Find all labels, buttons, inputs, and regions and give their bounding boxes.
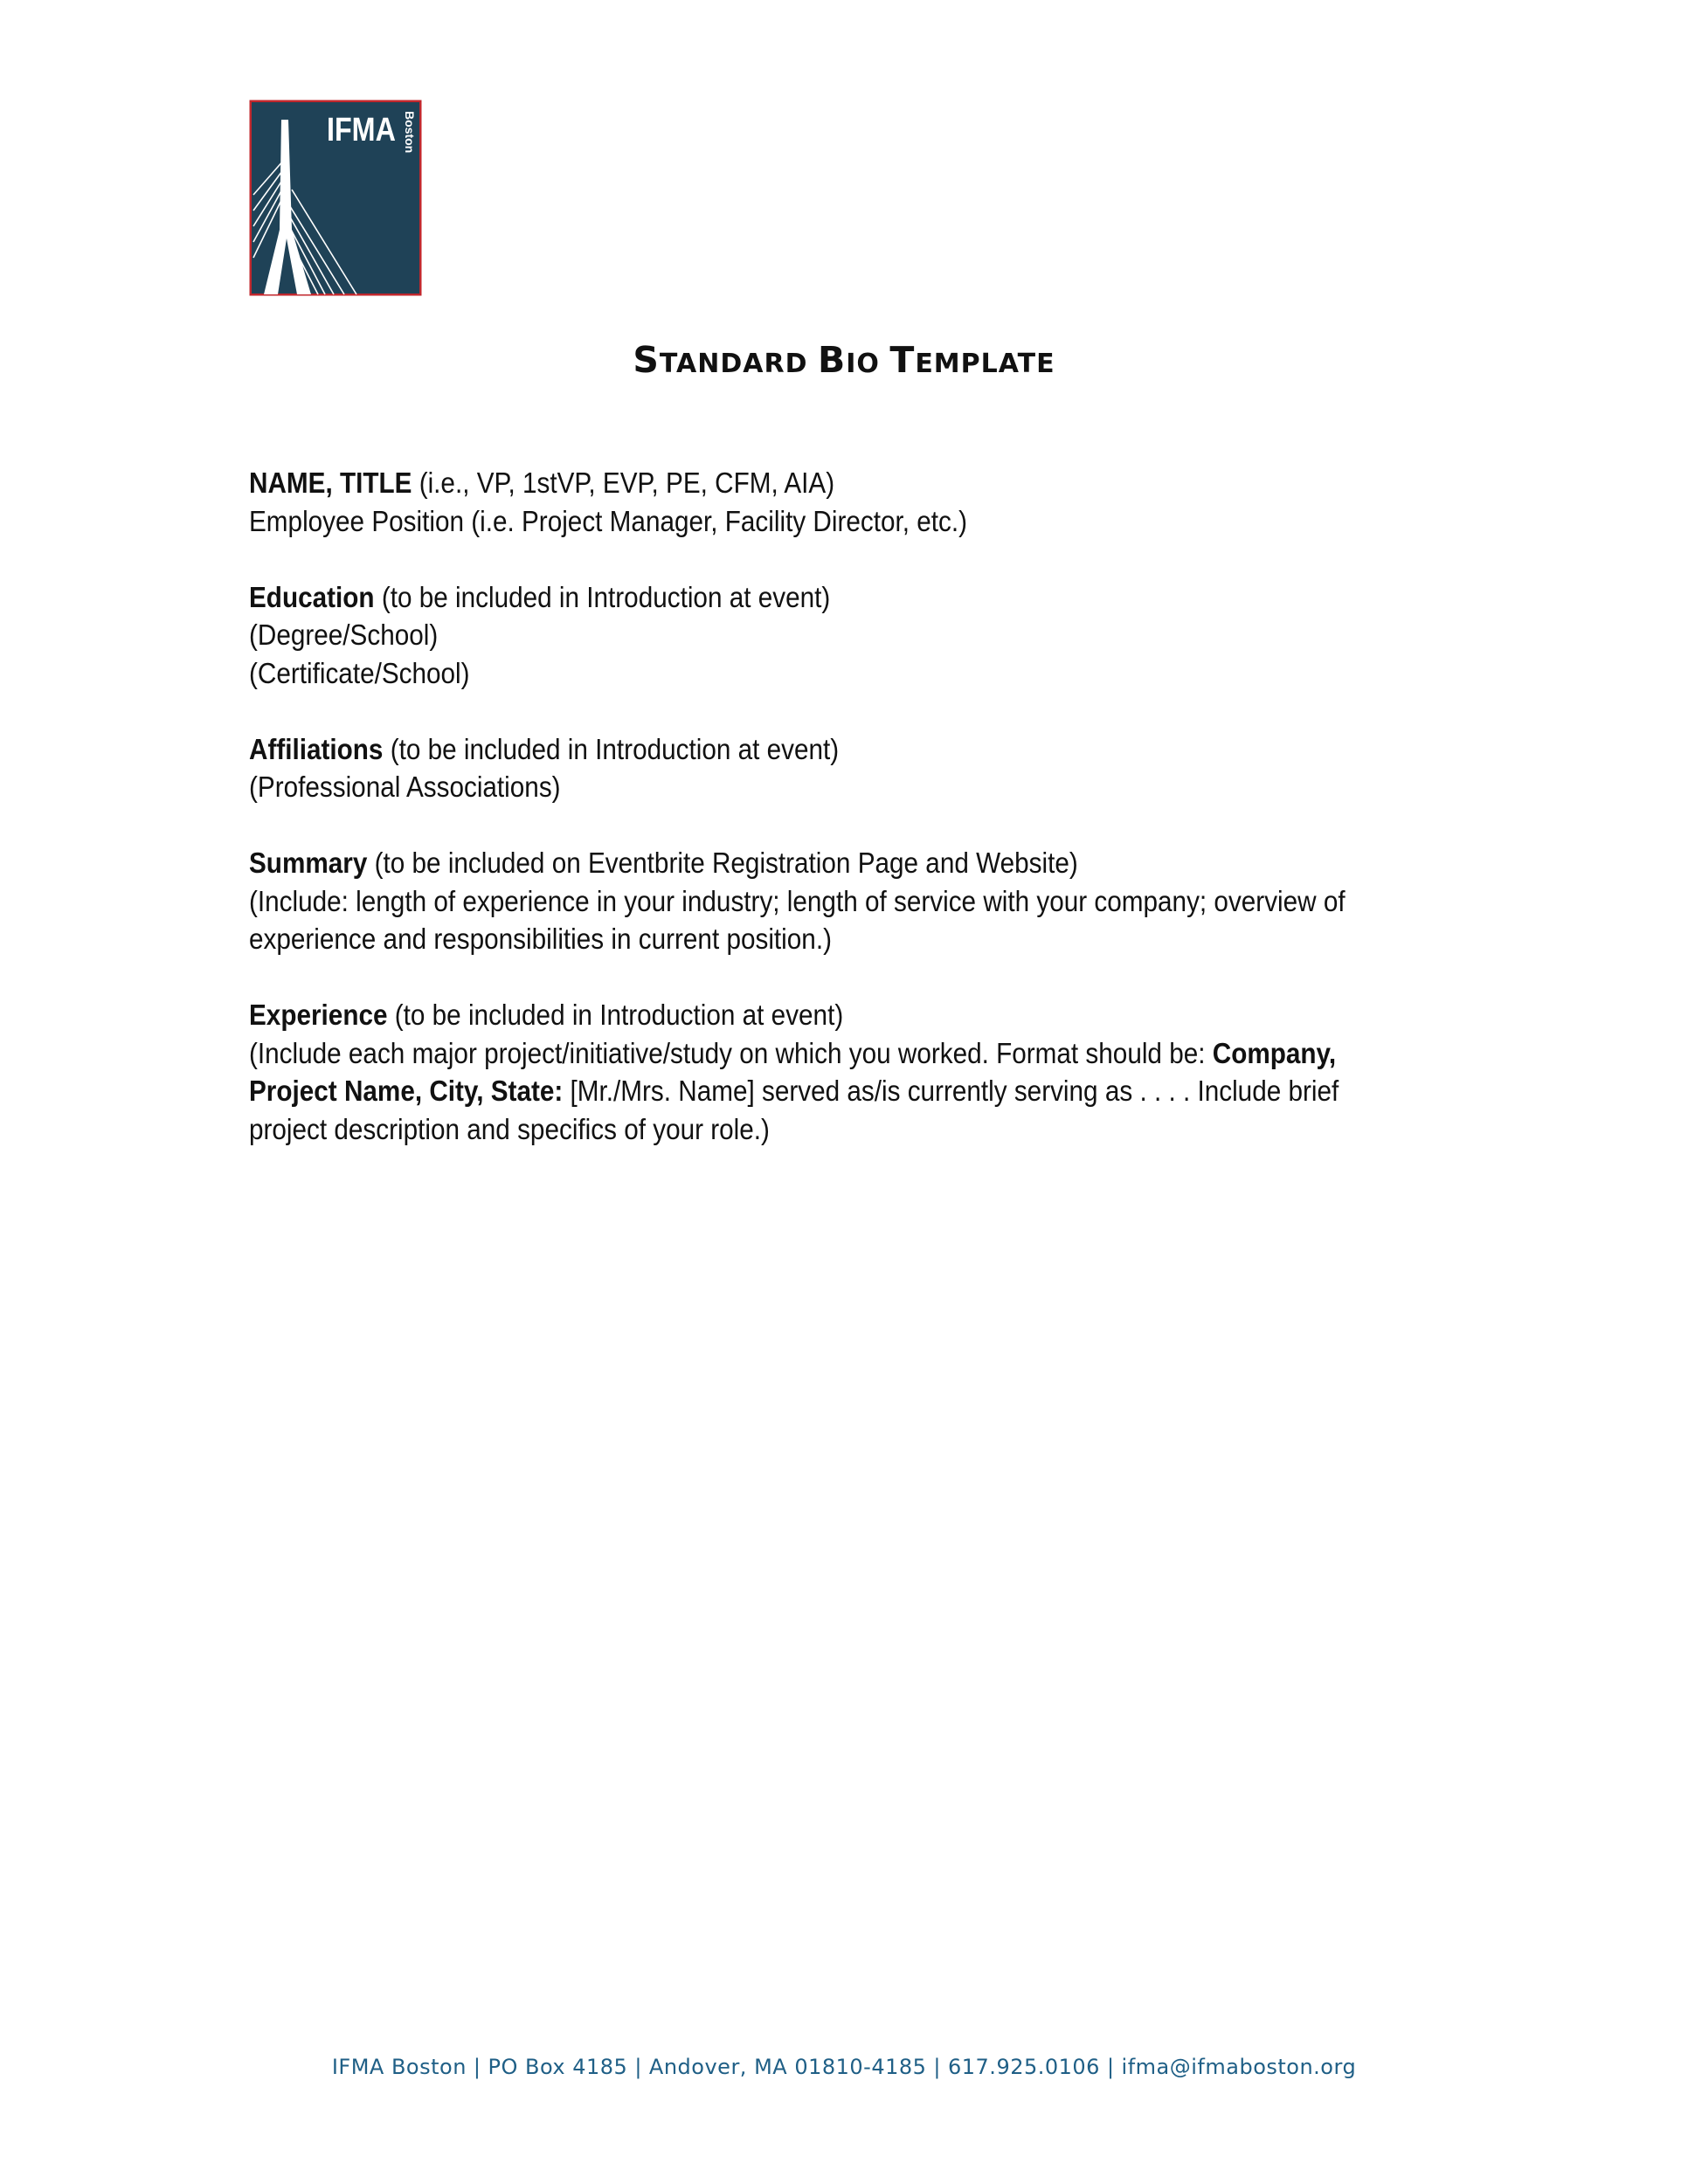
affiliations-label: Affiliations bbox=[249, 732, 384, 765]
summary-section bbox=[249, 844, 1397, 958]
affiliations-line: (Professional Associations) bbox=[249, 771, 561, 803]
affiliations-section bbox=[249, 730, 1303, 806]
summary-description: (Include: length of experience in your industry; length of service with your company; overview of experience and responsibilities in current position.) bbox=[249, 884, 1346, 955]
education-heading bbox=[249, 578, 1303, 617]
summary-label: Summary bbox=[249, 847, 368, 879]
ifma-boston-logo bbox=[248, 99, 423, 297]
logo-subtext: Boston bbox=[403, 111, 417, 154]
footer-contact: IFMA Boston | PO Box 4185 | Andover, MA 01810-4185 | 617.925.0106 | ifma@ifmaboston.org bbox=[331, 2055, 1357, 2079]
name-title-section bbox=[249, 464, 1303, 540]
education-hint: (to be included in Introduction at event) bbox=[374, 580, 831, 613]
footer-phone: 617.925.0106 bbox=[948, 2055, 1100, 2079]
name-title-line bbox=[249, 464, 1303, 502]
logo-wordmark: IFMA bbox=[327, 111, 396, 149]
name-title-hint: (i.e., VP, 1stVP, EVP, PE, CFM, AIA) bbox=[412, 467, 835, 499]
bridge-logo-icon bbox=[248, 99, 423, 297]
education-label: Education bbox=[249, 580, 375, 613]
experience-section bbox=[249, 996, 1397, 1148]
experience-description: (Include each major project/initiative/study on which you worked. Format should be: Company, Project Name, City, State: [Mr./Mrs. Name] served as/is currently serving as . . . . Include brief project description and specifics of your role.) bbox=[249, 1036, 1339, 1145]
footer-email[interactable]: ifma@ifmaboston.org bbox=[1121, 2055, 1357, 2079]
affiliations-heading bbox=[249, 730, 1303, 769]
experience-hint: (to be included in Introduction at event) bbox=[387, 999, 844, 1031]
name-title-label: NAME, TITLE bbox=[249, 467, 412, 499]
footer-city: Andover, MA 01810-4185 bbox=[648, 2055, 927, 2079]
document-title: STANDARD BIO TEMPLATE bbox=[633, 339, 1055, 381]
summary-heading bbox=[249, 844, 1397, 882]
footer-org: IFMA Boston bbox=[331, 2055, 467, 2079]
affiliations-hint: (to be included in Introduction at event) bbox=[383, 732, 840, 765]
summary-hint: (to be included on Eventbrite Registration Page and Website) bbox=[367, 847, 1078, 879]
education-certificate-line: (Certificate/School) bbox=[249, 656, 470, 689]
bio-template-body bbox=[249, 464, 1346, 1186]
education-section bbox=[249, 578, 1303, 693]
footer-po-box: PO Box 4185 bbox=[488, 2055, 628, 2079]
education-degree-line: (Degree/School) bbox=[249, 619, 439, 651]
experience-heading bbox=[249, 996, 1397, 1034]
employee-position-line: Employee Position (i.e. Project Manager, Facility Director, etc.) bbox=[249, 504, 968, 537]
experience-label: Experience bbox=[249, 999, 388, 1031]
